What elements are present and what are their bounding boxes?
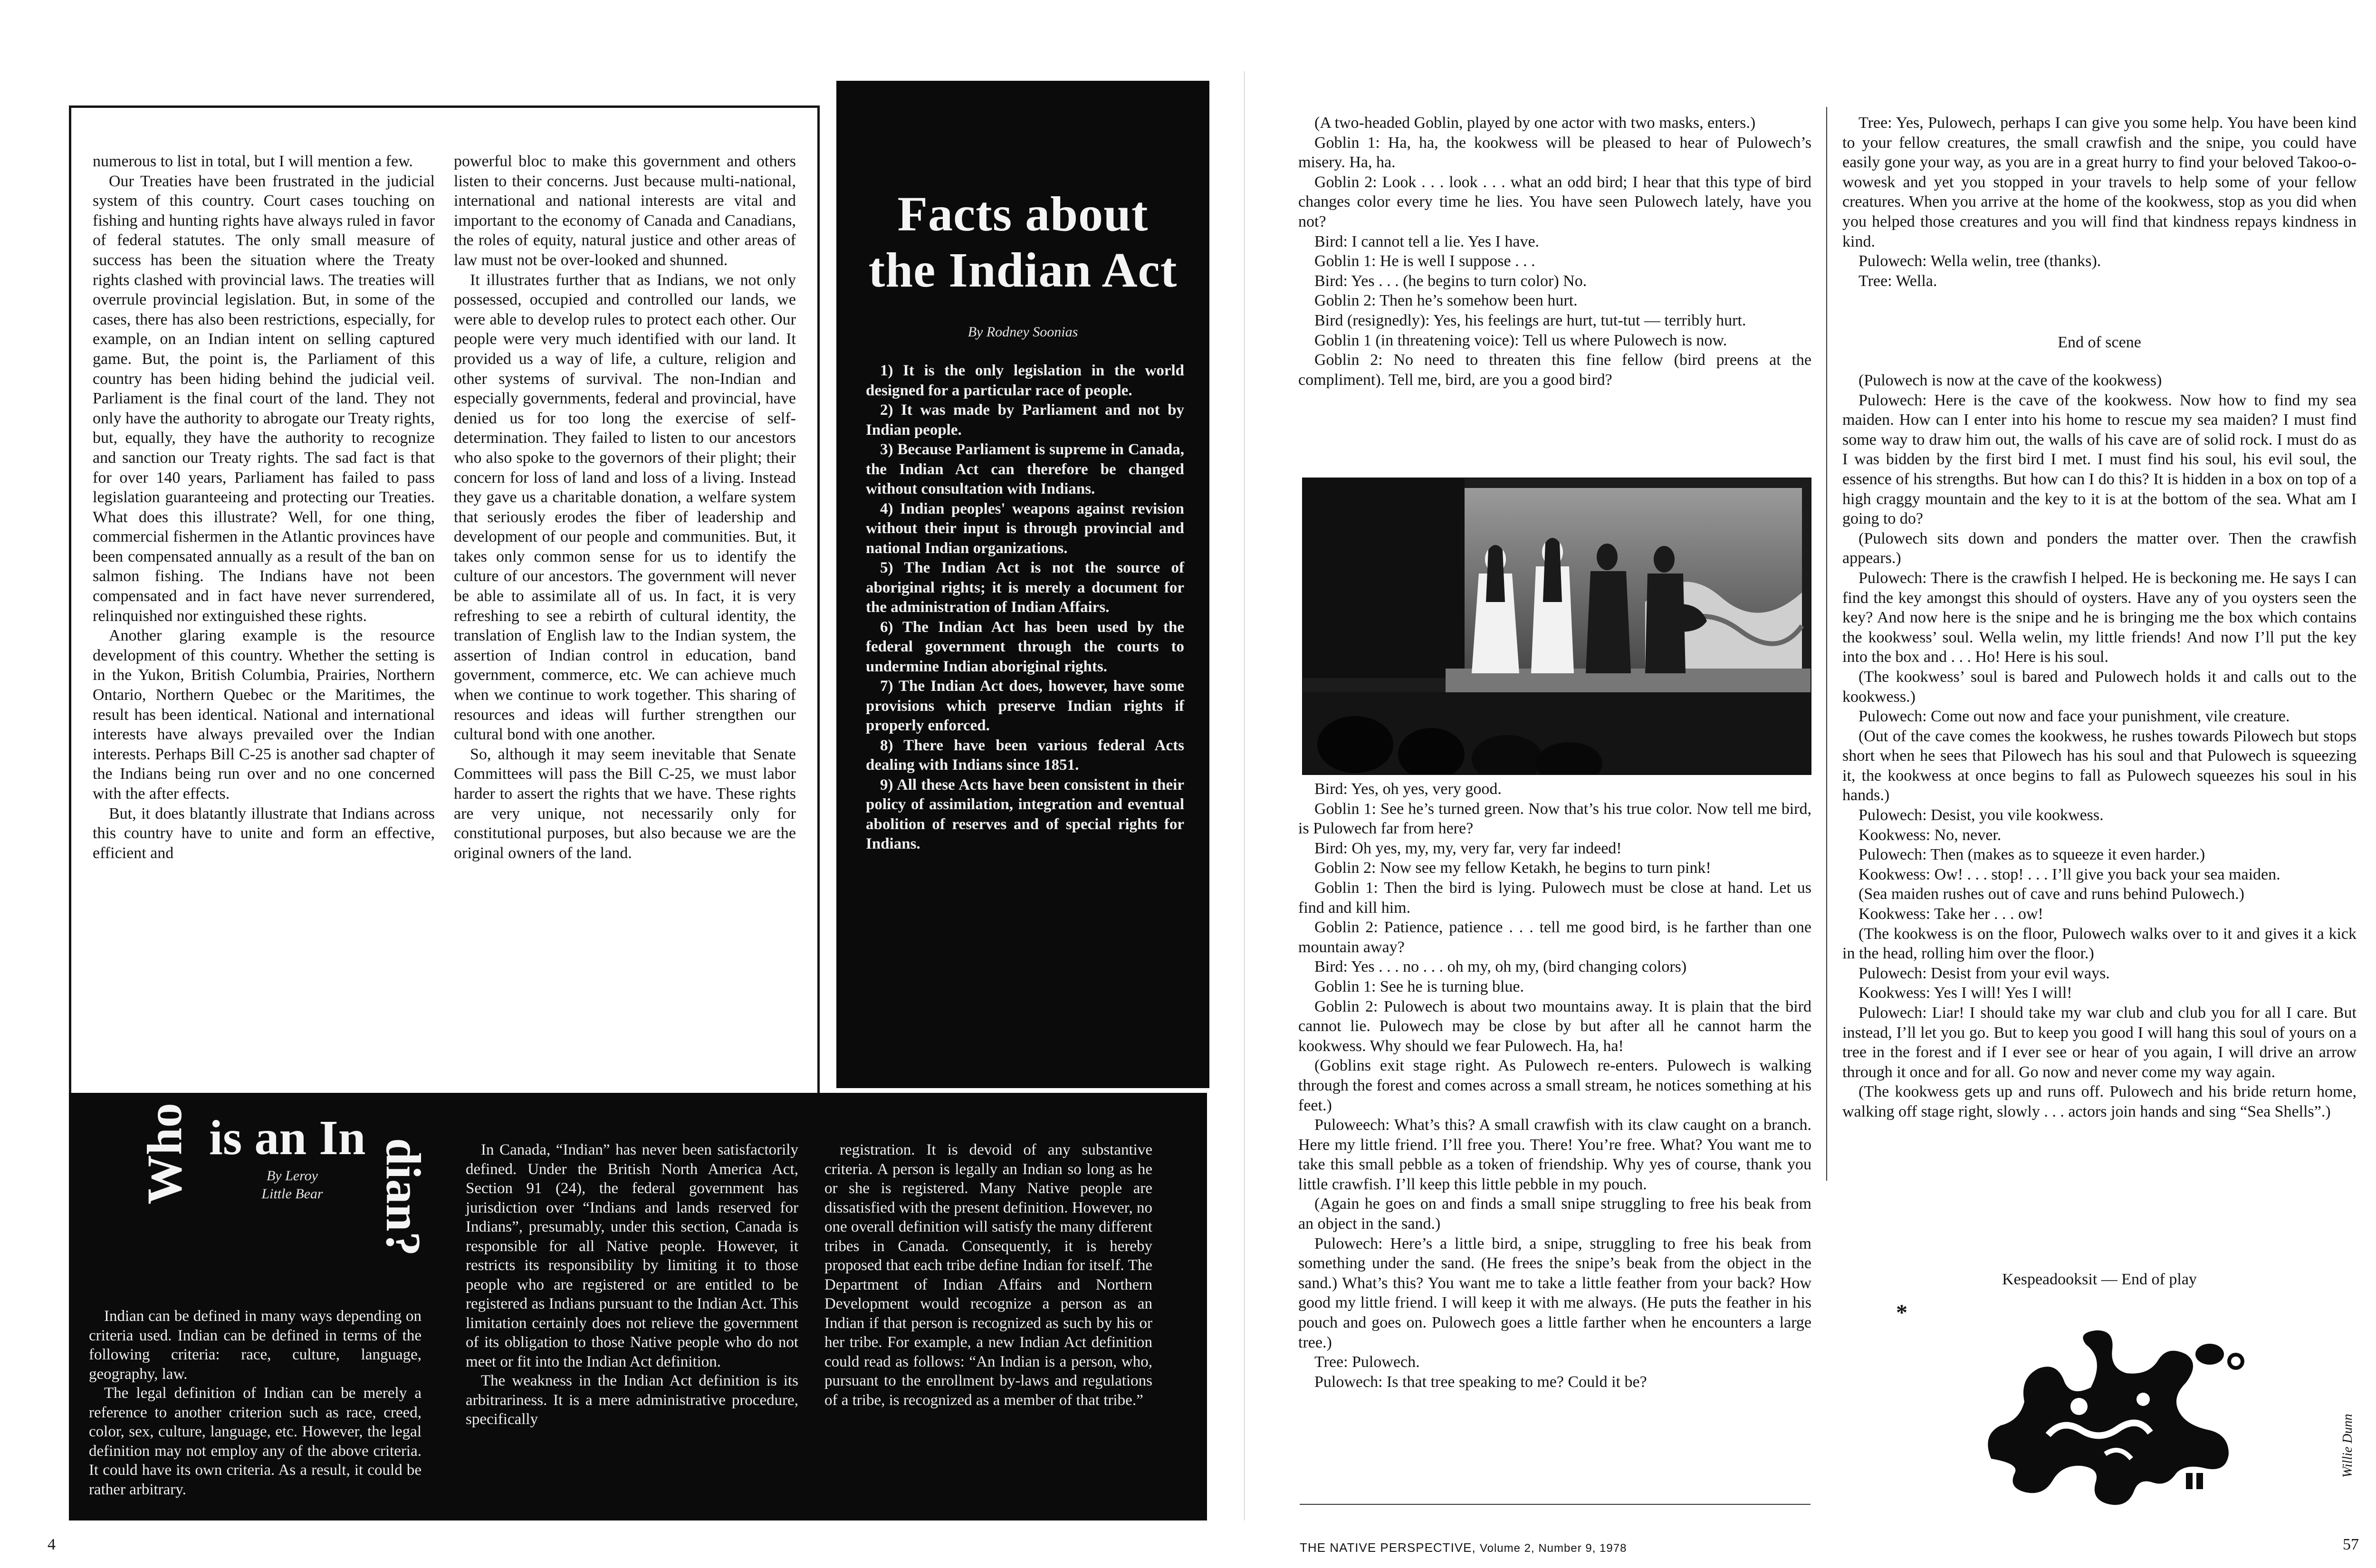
paragraph: Indian can be defined in many ways depending on criteria used. Indian can be defined in terms of the following criteria: race, culture, language, geography, law. [89, 1308, 422, 1383]
paragraph: Puloweech: What’s this? A small crawfish with its claw caught on a branch. Here my little friend. I’ll free you. There! You’re free. What? You want me to take this small pebble as a token of friendship. Why yes of course, thank you little crawfish. I’ll keep this little pebble in my pouch. [1298, 1116, 1811, 1193]
facts-byline: By Rodney Soonias [968, 324, 1078, 340]
paragraph: Goblin 1: He is well I suppose . . . [1314, 252, 1535, 270]
paragraph: Another glaring example is the resource development of this country. Whether the setting is in the Yukon, British Columbia, Prairies, Northern Ontario, Northern Quebec or the Maritimes, the result has been identical. National and international interests have always prevailed over the Indian interests. Perhaps Bill C-25 is another sad chapter of the Indians being run over and no one concerned with the after effects. [93, 627, 435, 803]
end-of-play: Kespeadooksit — End of play [2002, 1271, 2197, 1288]
paragraph: Pulowech: Desist, you vile kookwess. [1859, 806, 2104, 824]
paragraph: Goblin 2: No need to threaten this fine fellow (bird preens at the compliment). Tell me, bird, are you a good bird? [1298, 351, 1811, 389]
paragraph: Kookwess: Take her . . . ow! [1859, 905, 2043, 923]
paragraph: Pulowech: There is the crawfish I helped. He is beckoning me. He says I can find the key amongst this should of oysters. Have any of you oysters seen the key? And now here is the snipe and he is bringing me the box which contains the kookwess’ soul. Wella welin, my little friends! And now I’ll put the key into the box and . . . Ho! Here is his soul. [1842, 569, 2357, 666]
stage-photo [1302, 478, 1811, 775]
paragraph: Bird (resignedly): Yes, his feelings are hurt, tut-tut — terribly hurt. [1314, 311, 1746, 329]
page-number-right: 57 [2343, 1536, 2359, 1553]
paragraph: registration. It is devoid of any substantive criteria. A person is legally an Indian so long as he or she is registered. Many Native people are dissatisfied with the present definition. However, no one overall definition will satisfy the many different tribes in Canada. Consequently, it is hereby proposed that each tribe define Indian for itself. The Department of Indian Affairs and Northern Development would recognize a person as an Indian if that person is recognized as such by his or her tribe. For example, a new Indian Act definition could read as follows: “An Indian is a person, who, pursuant to the enrollment by-laws and regulations of a tribe, is recognized as a member of that tribe.” [824, 1141, 1152, 1409]
paragraph: Goblin 2: Pulowech is about two mountains away. It is plain that the bird cannot lie. Pulowech may be close by but after all he cannot harm the kookwess. Why should we fear Pulowech. Ha, ha! [1298, 997, 1811, 1055]
paragraph: Bird: Oh yes, my, my, very far, very far indeed! [1314, 839, 1622, 857]
paragraph: 9) All these Acts have been consistent in their policy of assimilation, integration and eventual abolition of reserves and of special rights for Indians. [866, 776, 1184, 852]
end-of-scene: End of scene [2058, 334, 2141, 351]
paragraph: Goblin 1 (in threatening voice): Tell us where Pulowech is now. [1314, 331, 1727, 349]
article-column-2 [454, 152, 796, 863]
play-column-1-top [1298, 113, 1811, 390]
paragraph: Bird: I cannot tell a lie. Yes I have. [1314, 232, 1540, 250]
paragraph: Pulowech: Is that tree speaking to me? Could it be? [1314, 1373, 1647, 1391]
paragraph: (Goblins exit stage right. As Pulowech re-enters. Pulowech is walking through the forest and comes across a small stream, he notices something at his feet.) [1298, 1057, 1811, 1114]
paragraph: (Pulowech is now at the cave of the kookwess) [1859, 372, 2162, 389]
paragraph: 2) It was made by Parliament and not by Indian people. [866, 402, 1184, 439]
paragraph: Pulowech: Here’s a little bird, a snipe, struggling to free his beak from something under the sand. (He frees the snipe’s beak from the object in the sand.) What’s this? You want me to take a little feather from your back? How good my little friend. I will keep it with me always. (He puts the feather in his pouch and goes on. Pulowech goes a little farther when he encounters a large tree.) [1298, 1234, 1811, 1351]
page-gutter [1244, 71, 1245, 1520]
paragraph: 6) The Indian Act has been used by the federal government through the courts to undermine Indian aboriginal rights. [866, 618, 1184, 675]
paragraph: Goblin 1: Then the bird is lying. Pulowech must be close at hand. Let us find and kill him. [1298, 879, 1811, 917]
paragraph: Kookwess: Ow! . . . stop! . . . I’ll give you back your sea maiden. [1859, 865, 2280, 883]
paragraph: (A two-headed Goblin, played by one actor with two masks, enters.) [1314, 114, 1756, 132]
who-title-vertical: Who [137, 1103, 192, 1205]
play-column-1-bottom [1298, 779, 1811, 1392]
paragraph: In Canada, “Indian” has never been satisfactorily defined. Under the British North America Act, Section 91 (24), the federal government has jurisdiction over “Indians and lands reserved for Indians”, presumably, under this section, Canada is responsible for all Native people. However, it restricts its responsibility by limiting it to those people who are registered or are entitled to be registered as Indians pursuant to the Indian Act. This limitation certainly does not relieve the government of its obligation to those Native people who do not meet or fit into the Indian Act definition. [466, 1141, 798, 1370]
facts-list [866, 361, 1184, 854]
paragraph: Goblin 2: Then he’s somehow been hurt. [1314, 292, 1578, 310]
who-column-1 [89, 1307, 422, 1499]
paragraph: Goblin 2: Look . . . look . . . what an odd bird; I hear that this type of bird changes color every time he lies. You have seen Pulowech lately, have you not? [1298, 173, 1811, 230]
column-divider [1826, 107, 1827, 1181]
paragraph: Tree: Wella. [1859, 272, 1937, 290]
asterisk: * [1896, 1300, 1907, 1325]
play-column-2-bottom [1842, 371, 2357, 1122]
paragraph: The legal definition of Indian can be merely a reference to another criterion such as race, creed, color, sex, culture, language, etc. However, the legal definition may not employ any of the above criteria. It could have its own criteria. As a result, it could be rather arbitrary. [89, 1385, 422, 1498]
who-column-3 [824, 1140, 1152, 1410]
who-byline-1: By Leroy [266, 1168, 318, 1184]
paragraph: Pulowech: Then (makes as to squeeze it even harder.) [1859, 846, 2205, 864]
footer-volume: Volume 2, Number 9, 1978 [1479, 1542, 1627, 1555]
paragraph: powerful bloc to make this government and others listen to their concerns. Just because multi-national, international and national interests are vital and important to the economy of Canada and Canadians, the roles of equity, natural justice and other areas of law must not be over-looked and shunned. [454, 153, 796, 269]
paragraph: Pulowech: Here is the cave of the kookwess. Now how to find my sea maiden. How can I enter into his home to rescue my sea maiden? I must find some way to draw him out, the walls of his cave are of solid rock. I must do as I was bidden by the first bird I met. I must find his soul, his evil soul, the essence of his strengths. But how can I do this? It is hidden in a box on top of a high craggy mountain and the key to it is at the bottom of the sea. What am I going to do? [1842, 391, 2357, 528]
paragraph: Bird: Yes . . . no . . . oh my, oh my, (bird changing colors) [1314, 958, 1687, 976]
paragraph: Bird: Yes . . . (he begins to turn color) No. [1314, 272, 1587, 290]
paragraph: So, although it may seem inevitable that Senate Committees will pass the Bill C-25, we must labor harder to assert the rights that we have. These rights are very unique, not necessarily only for constitutional purposes, but also because we are the original owners of the land. [454, 745, 796, 862]
paragraph: 3) Because Parliament is supreme in Canada, the Indian Act can therefore be changed without consultation with Indians. [866, 441, 1184, 497]
paragraph: (Pulowech sits down and ponders the matter over. Then the crawfish appears.) [1842, 529, 2357, 567]
paragraph: Goblin 1: See he is turning blue. [1314, 977, 1524, 995]
who-title-rotated: dian? [376, 1138, 431, 1256]
paragraph: Tree: Pulowech. [1314, 1353, 1420, 1371]
paragraph: 5) The Indian Act is not the source of aboriginal rights; it is merely a document for the administration of Indian Affairs. [866, 559, 1184, 616]
play-column-2-top [1842, 113, 2357, 291]
paragraph: It illustrates further that as Indians, we not only possessed, occupied and controlled our lands, we were able to develop rules to protect each other. Our people were very much identified with our land. It provided us a way of life, a culture, religion and other systems of survival. The non-Indian and especially governments, federal and provincial, have denied us for too long the exercise of self-determination. They failed to listen to our ancestors who also spoke to the governors of their plight; their concern for loss of land and loss of a living. Instead they gave us a charitable donation, a welfare system that seriously erodes the fiber of leadership and development of our people and communities. But, it takes only common sense for us to identify the culture of our ancestors. The government will never be able to assimilate all of us. In fact, it is very refreshing to see a rebirth of cultural identity, the translation of English law to the Indian system, the assertion of Indian control in education, band government, commerce, etc. We can achieve much when we continue to work together. This sharing of resources and ideas will further strengthen our cultural bond with one another. [454, 271, 796, 744]
paragraph: (The kookwess gets up and runs off. Pulowech and his bride return home, walking off stage right, slowly . . . actors join hands and sing “Sea Shells”.) [1842, 1083, 2357, 1120]
paragraph: Goblin 2: Now see my fellow Ketakh, he begins to turn pink! [1314, 859, 1711, 877]
paragraph: Pulowech: Liar! I should take my war club and club you for all I care. But instead, I’ll let you go. But to keep you good I will hang this soul of yours on a tree in the forest and if I ever see or hear of you again, I will drive an arrow through it once and for all. Go now and never come my way again. [1842, 1004, 2357, 1081]
paragraph: 1) It is the only legislation in the world designed for a particular race of people. [866, 362, 1184, 399]
ink-artwork-image [1963, 1316, 2267, 1516]
paragraph: Goblin 1: Ha, ha, the kookwess will be pleased to hear of Pulowech’s misery. Ha, ha. [1298, 134, 1811, 172]
paragraph: But, it does blatantly illustrate that Indians across this country have to unite and form an effective, efficient and [93, 804, 435, 862]
paragraph: numerous to list in total, but I will mention a few. [93, 153, 413, 170]
paragraph: Kookwess: No, never. [1859, 826, 2002, 844]
paragraph: The weakness in the Indian Act definition is its arbitrariness. It is a mere administrative procedure, specifically [466, 1372, 798, 1428]
who-byline-2: Little Bear [261, 1186, 323, 1202]
paragraph: 8) There have been various federal Acts dealing with Indians since 1851. [866, 736, 1184, 774]
footer-publication [1300, 1540, 1627, 1555]
paragraph: (Sea maiden rushes out of cave and runs behind Pulowech.) [1859, 885, 2244, 903]
paragraph: (Again he goes on and finds a small snipe struggling to free his beak from an object in the sand.) [1298, 1195, 1811, 1233]
paragraph: (Out of the cave comes the kookwess, he rushes towards Pilowech but stops short when he sees that Pilowech has his soul and that Pulowech is squeezing it, the kookwess at once begins to fall as Pulowech squeezes his soul in his hands.) [1842, 727, 2357, 804]
paragraph: Pulowech: Come out now and face your punishment, vile creature. [1859, 708, 2290, 726]
paragraph: Goblin 1: See he’s turned green. Now that’s his true color. Now tell me bird, is Pulowech far from here? [1298, 800, 1811, 838]
paragraph: Our Treaties have been frustrated in the judicial system of this country. Court cases touching on fishing and hunting rights have always ruled in favor of federal statutes. The only small measure of success has been the situation where the Treaty rights clashed with provincial laws. The treaties will overrule provincial legislation. But, in some of the cases, there has also been restrictions, especially, for example, on an Indian intent on selling captured game. But, the point is, the Parliament of this country has been hiding behind the judicial veil. Parliament is the final court of the land. They not only have the authority to abrogate our Treaty rights, but, equally, they have the authority to recognize and sanction our Treaty rights. The sad fact is that for over 140 years, Parliament has failed to pass legislation guaranteeing and protecting our Treaties. What does this illustrate? Well, for one thing, commercial fishermen in the Atlantic provinces have been compensated annually as a result of the ban on salmon fishing. The Indians have not been compensated and in fact have never surrendered, relinquished nor extinguished these rights. [93, 172, 435, 625]
facts-title-line-2: the Indian Act [868, 243, 1178, 297]
footer-publication-name: THE NATIVE PERSPECTIVE, [1300, 1540, 1476, 1555]
paragraph: 4) Indian peoples' weapons against revision without their input is through provincial and national Indian organizations. [866, 500, 1184, 557]
who-column-2 [466, 1140, 798, 1429]
paragraph: Goblin 2: Patience, patience . . . tell me good bird, is he farther than one mountain away? [1298, 918, 1811, 956]
paragraph: Kookwess: Yes I will! Yes I will! [1859, 984, 2072, 1002]
ink-artwork [1963, 1316, 2267, 1516]
artist-credit: Willie Dunn [2340, 1414, 2355, 1478]
facts-title-line-1: Facts about [897, 187, 1149, 241]
paragraph: Bird: Yes, oh yes, very good. [1314, 780, 1502, 798]
who-title-main: is an In [209, 1110, 366, 1165]
paragraph: (The kookwess’ soul is bared and Pulowech holds it and calls out to the kookwess.) [1842, 668, 2357, 706]
page-number-left: 4 [48, 1536, 56, 1553]
facts-panel [836, 81, 1209, 1088]
article-column-1 [93, 152, 435, 863]
stage-photo-image [1303, 478, 1811, 774]
who-panel [69, 1093, 1207, 1520]
paragraph: (The kookwess is on the floor, Pulowech walks over to it and gives it a kick in the head, rolling him over the floor.) [1842, 925, 2357, 963]
paragraph: Pulowech: Wella welin, tree (thanks). [1859, 252, 2101, 270]
paragraph: Tree: Yes, Pulowech, perhaps I can give you some help. You have been kind to your fellow creatures, the small crawfish and the snipe, you could have easily gone your way, as you are in a great hurry to find your beloved Takoo-o-wowesk and yet you stopped in your travels to help some of your fellow creatures. When you arrive at the home of the kookwess, stop as you did when you helped those creatures and you will find that kindness repays kindness in kind. [1842, 114, 2357, 250]
article-box [69, 105, 820, 1096]
paragraph: 7) The Indian Act does, however, have some provisions which preserve Indian rights if properly enforced. [866, 678, 1184, 734]
column-1-bottom-rule [1300, 1504, 1811, 1505]
paragraph: Pulowech: Desist from your evil ways. [1859, 964, 2110, 982]
